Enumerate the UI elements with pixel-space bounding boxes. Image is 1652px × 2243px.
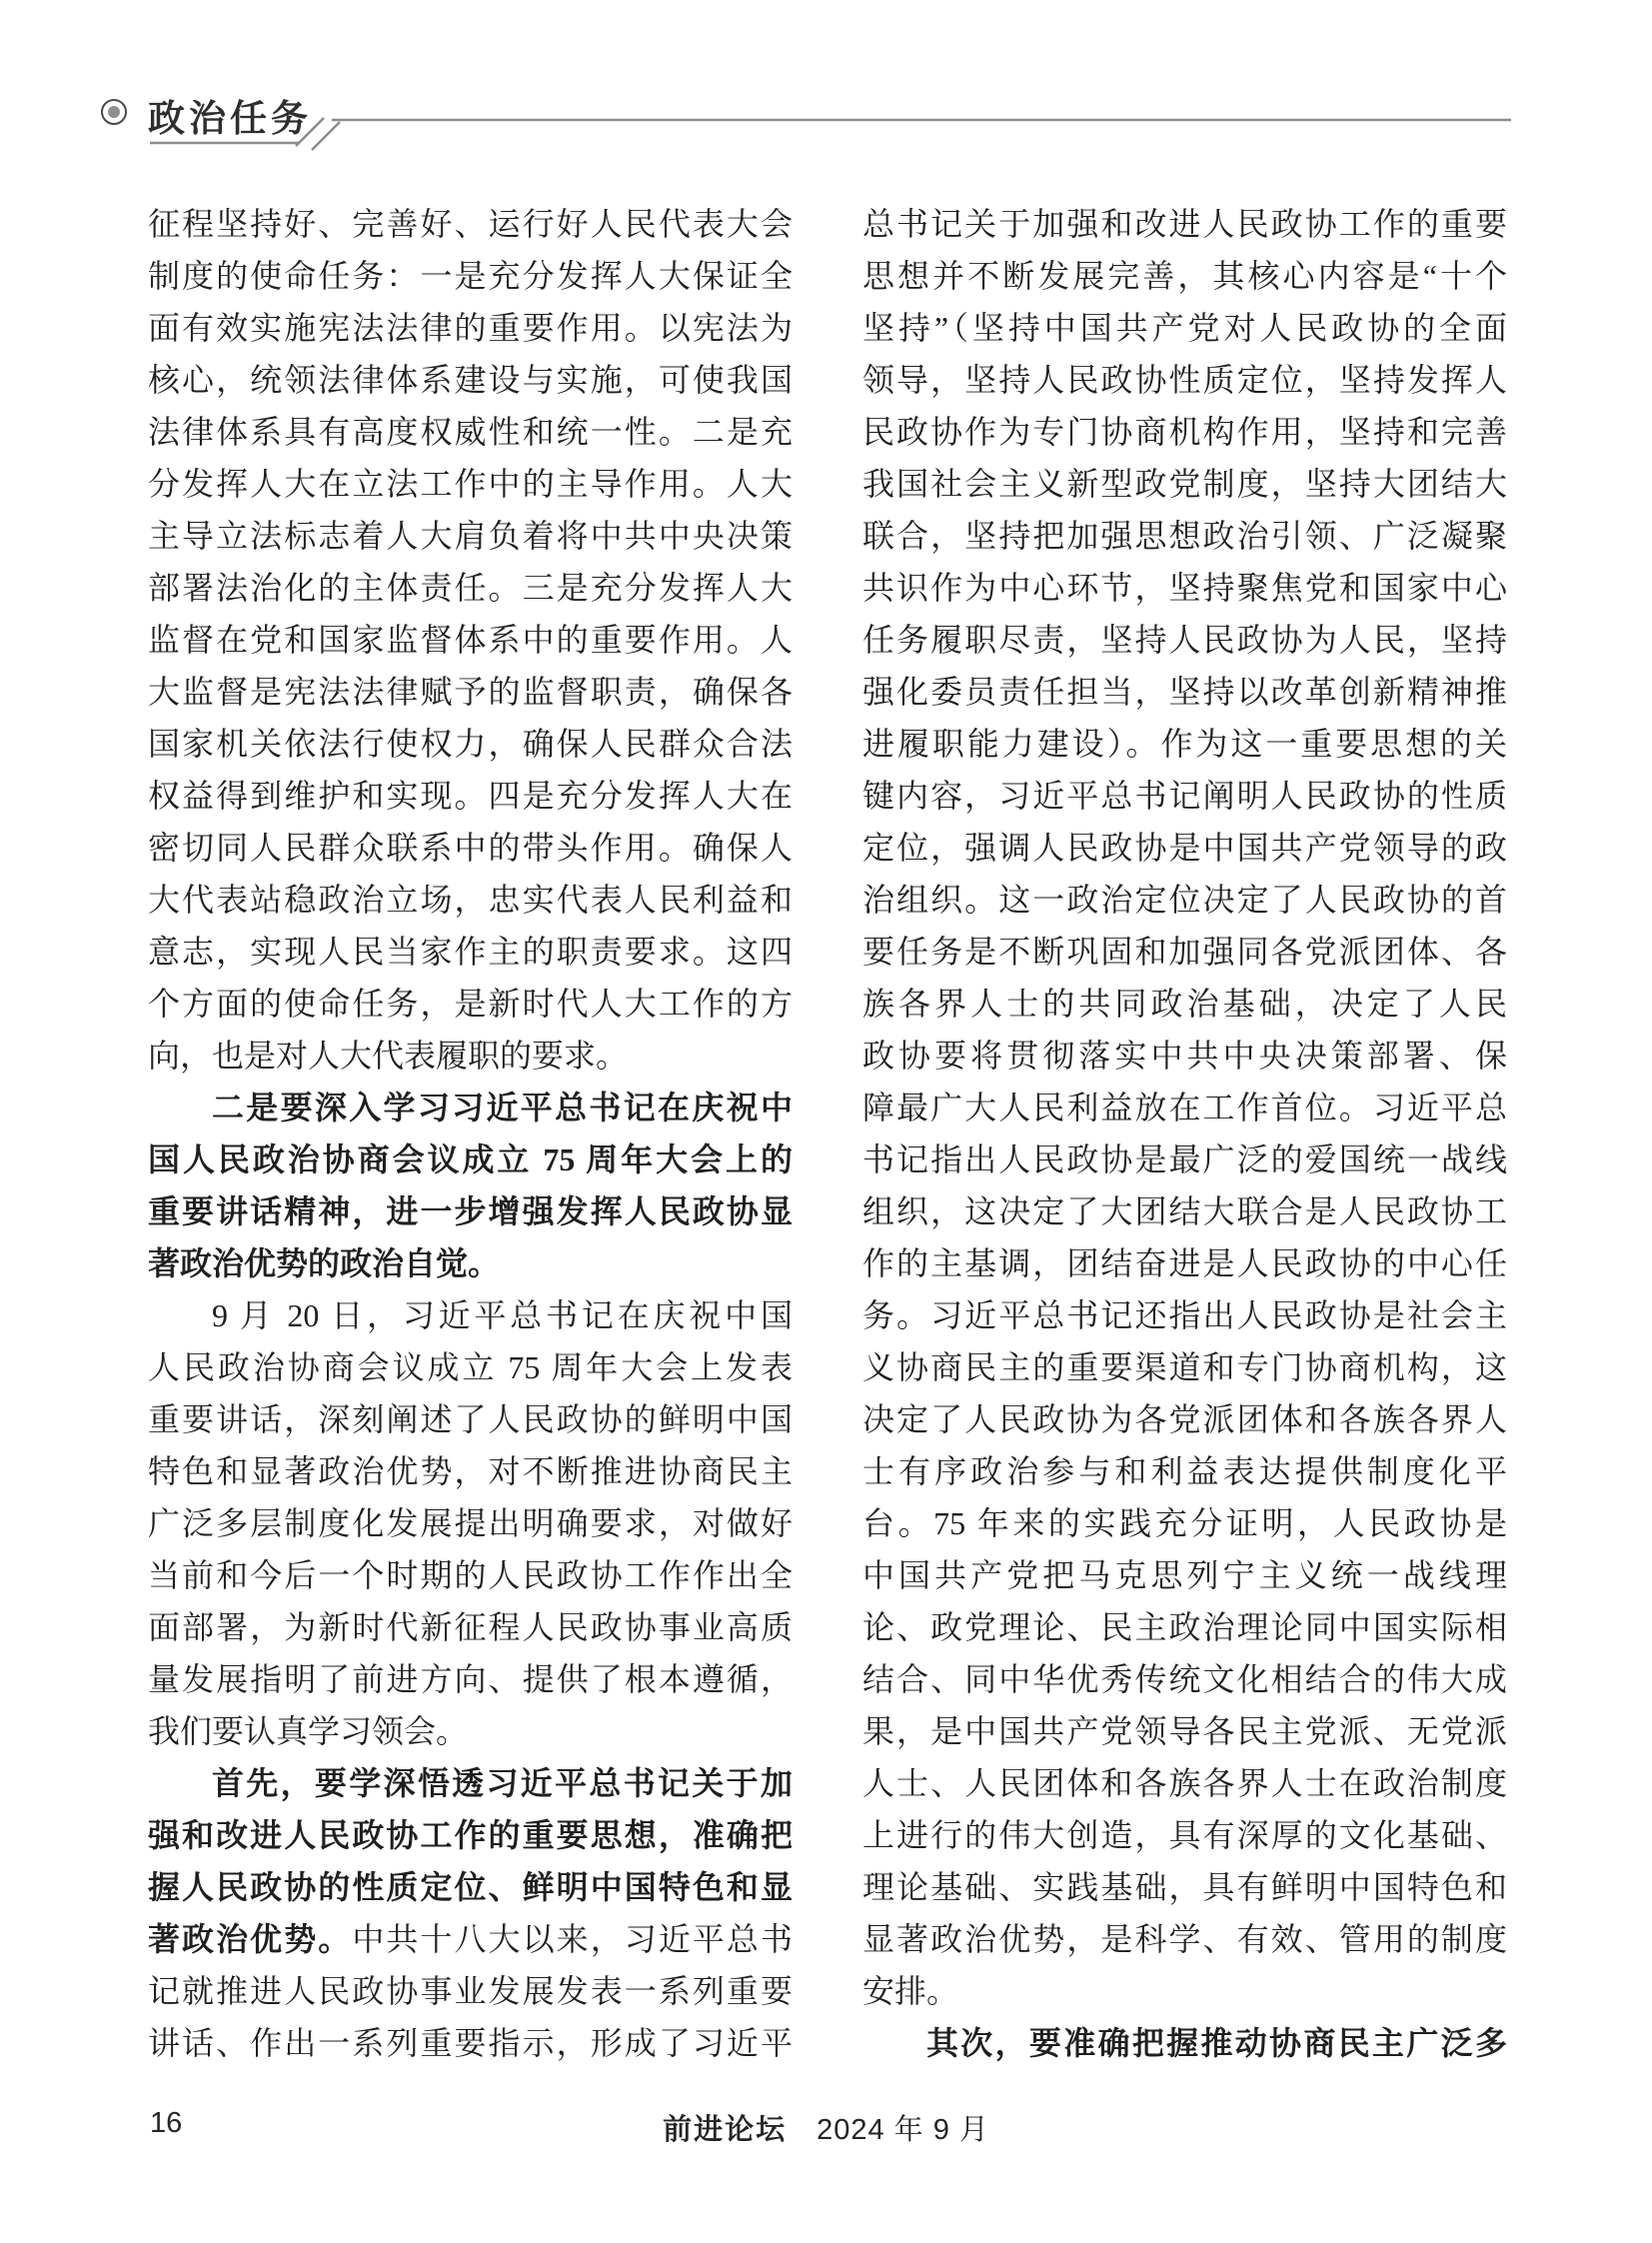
- text-line: 上进行的伟大创造，具有深厚的文化基础、: [862, 1817, 1507, 1853]
- text-line: 9 月 20 日，习近平总书记在庆祝中国: [212, 1297, 793, 1333]
- text-line: 定位，强调人民政协是中国共产党领导的政: [862, 830, 1507, 866]
- text-line: 领导，坚持人民政协性质定位，坚持发挥人: [862, 362, 1507, 398]
- text-line: 二是要深入学习习近平总书记在庆祝中: [212, 1090, 793, 1125]
- page-number: 16: [150, 2107, 183, 2139]
- text-line: 坚持”（坚持中国共产党对人民政协的全面: [862, 310, 1507, 346]
- text-line: 我们要认真学习领会。: [148, 1713, 469, 1749]
- text-line: 安排。: [862, 1973, 959, 2009]
- issue-date: 2024 年 9 月: [817, 2114, 989, 2146]
- text-line: 思想并不断发展完善，其核心内容是“十个: [862, 258, 1507, 294]
- text-line: 国人民政治协商会议成立 75 周年大会上的: [148, 1141, 793, 1177]
- text-line: 部署法治化的主体责任。三是充分发挥人大: [148, 570, 793, 606]
- text-line: 分发挥人大在立法工作中的主导作用。人大: [148, 466, 793, 502]
- text-line: 中国共产党把马克思列宁主义统一战线理: [862, 1557, 1507, 1593]
- section-title: 政治任务: [148, 99, 312, 140]
- text-line: 国家机关依法行使权力，确保人民群众合法: [148, 726, 793, 762]
- text-line: 面部署，为新时代新征程人民政协事业高质: [148, 1609, 793, 1645]
- text-line: 务。习近平总书记还指出人民政协是社会主: [862, 1297, 1507, 1333]
- text-line: 政协要将贯彻落实中共中央决策部署、保: [862, 1038, 1507, 1074]
- text-line: 法律体系具有高度权威性和统一性。二是充: [148, 414, 793, 450]
- text-line: 权益得到维护和实现。四是充分发挥人大在: [148, 778, 793, 814]
- text-line: 共识作为中心环节，坚持聚焦党和国家中心: [862, 570, 1507, 606]
- text-line: 著政治优势的政治自觉。: [148, 1245, 501, 1281]
- header-divider: [148, 108, 1517, 154]
- text-line: 书记指出人民政协是最广泛的爱国统一战线: [862, 1141, 1507, 1177]
- text-line: 族各界人士的共同政治基础，决定了人民: [862, 986, 1507, 1022]
- text-line: 量发展指明了前进方向、提供了根本遵循，: [148, 1661, 793, 1697]
- text-line: 组织，这决定了大团结大联合是人民政协工: [862, 1193, 1507, 1229]
- text-column-right: [862, 198, 1507, 2069]
- text-line: 制度的使命任务：一是充分发挥人大保证全: [148, 258, 793, 294]
- footer-center: [0, 2107, 1652, 2148]
- text-line: 论、政党理论、民主政治理论同中国实际相: [862, 1609, 1507, 1645]
- text-line: 士有序政治参与和利益表达提供制度化平: [862, 1453, 1507, 1489]
- text-line: 讲话、作出一系列重要指示，形成了习近平: [148, 2025, 793, 2061]
- text-line: 重要讲话精神，进一步增强发挥人民政协显: [148, 1193, 793, 1229]
- text-line: 征程坚持好、完善好、运行好人民代表大会: [148, 206, 793, 242]
- text-line: 进履职能力建设）。作为这一重要思想的关: [862, 726, 1507, 762]
- text-line: 人民政治协商会议成立 75 周年大会上发表: [148, 1349, 793, 1385]
- text-column-left: [148, 198, 793, 2069]
- text-line: 要任务是不断巩固和加强同各党派团体、各: [862, 934, 1507, 970]
- text-line: 强和改进人民政协工作的重要思想，准确把: [148, 1817, 793, 1853]
- text-line: 任务履职尽责，坚持人民政协为人民，坚持: [862, 622, 1507, 658]
- text-line: 其次，要准确把握推动协商民主广泛多: [926, 2025, 1507, 2061]
- text-line: 记就推进人民政协事业发展发表一系列重要: [148, 1973, 793, 2009]
- text-line: 理论基础、实践基础，具有鲜明中国特色和: [862, 1869, 1507, 1905]
- text-line: 障最广大人民利益放在工作首位。习近平总: [862, 1090, 1507, 1125]
- text-line: 我国社会主义新型政党制度，坚持大团结大: [862, 466, 1507, 502]
- text-line: 结合、同中华优秀传统文化相结合的伟大成: [862, 1661, 1507, 1697]
- text-line: 显著政治优势，是科学、有效、管用的制度: [862, 1921, 1507, 1957]
- text-line: 民政协作为专门协商机构作用，坚持和完善: [862, 414, 1507, 450]
- text-line: 监督在党和国家监督体系中的重要作用。人: [148, 622, 793, 658]
- text-line: 向，也是对人大代表履职的要求。: [148, 1038, 629, 1074]
- text-line: 作的主基调，团结奋进是人民政协的中心任: [862, 1245, 1507, 1281]
- text-line: 著政治优势。中共十八大以来，习近平总书: [148, 1921, 793, 1957]
- text-line: 特色和显著政治优势，对不断推进协商民主: [148, 1453, 793, 1489]
- text-line: 重要讲话，深刻阐述了人民政协的鲜明中国: [148, 1401, 793, 1437]
- journal-name: 前进论坛: [663, 2114, 788, 2146]
- text-line: 果，是中国共产党领导各民主党派、无党派: [862, 1713, 1507, 1749]
- text-line: 面有效实施宪法法律的重要作用。以宪法为: [148, 310, 793, 346]
- text-line: 意志，实现人民当家作主的职责要求。这四: [148, 934, 793, 970]
- text-line: 总书记关于加强和改进人民政协工作的重要: [862, 206, 1507, 242]
- text-line: 义协商民主的重要渠道和专门协商机构，这: [862, 1349, 1507, 1385]
- text-line: 主导立法标志着人大肩负着将中共中央决策: [148, 518, 793, 554]
- text-line: 首先，要学深悟透习近平总书记关于加: [212, 1765, 793, 1801]
- text-line: 个方面的使命任务，是新时代人大工作的方: [148, 986, 793, 1022]
- text-line: 键内容，习近平总书记阐明人民政协的性质: [862, 778, 1507, 814]
- text-line: 治组织。这一政治定位决定了人民政协的首: [862, 882, 1507, 918]
- text-line: 台。75 年来的实践充分证明，人民政协是: [862, 1505, 1507, 1541]
- text-line: 人士、人民团体和各族各界人士在政治制度: [862, 1765, 1507, 1801]
- text-line: 密切同人民群众联系中的带头作用。确保人: [148, 830, 793, 866]
- text-line: 强化委员责任担当，坚持以改革创新精神推: [862, 674, 1507, 710]
- text-line: 握人民政协的性质定位、鲜明中国特色和显: [148, 1869, 793, 1905]
- text-line: 核心，统领法律体系建设与实施，可使我国: [148, 362, 793, 398]
- text-line: 广泛多层制度化发展提出明确要求，对做好: [148, 1505, 793, 1541]
- text-line: 当前和今后一个时期的人民政协工作作出全: [148, 1557, 793, 1593]
- section-bullet-icon: [101, 99, 127, 125]
- text-line: 大代表站稳政治立场，忠实代表人民利益和: [148, 882, 793, 918]
- text-line: 联合，坚持把加强思想政治引领、广泛凝聚: [862, 518, 1507, 554]
- text-line: 大监督是宪法法律赋予的监督职责，确保各: [148, 674, 793, 710]
- page-footer: [0, 2102, 1652, 2148]
- text-line: 决定了人民政协为各党派团体和各族各界人: [862, 1401, 1507, 1437]
